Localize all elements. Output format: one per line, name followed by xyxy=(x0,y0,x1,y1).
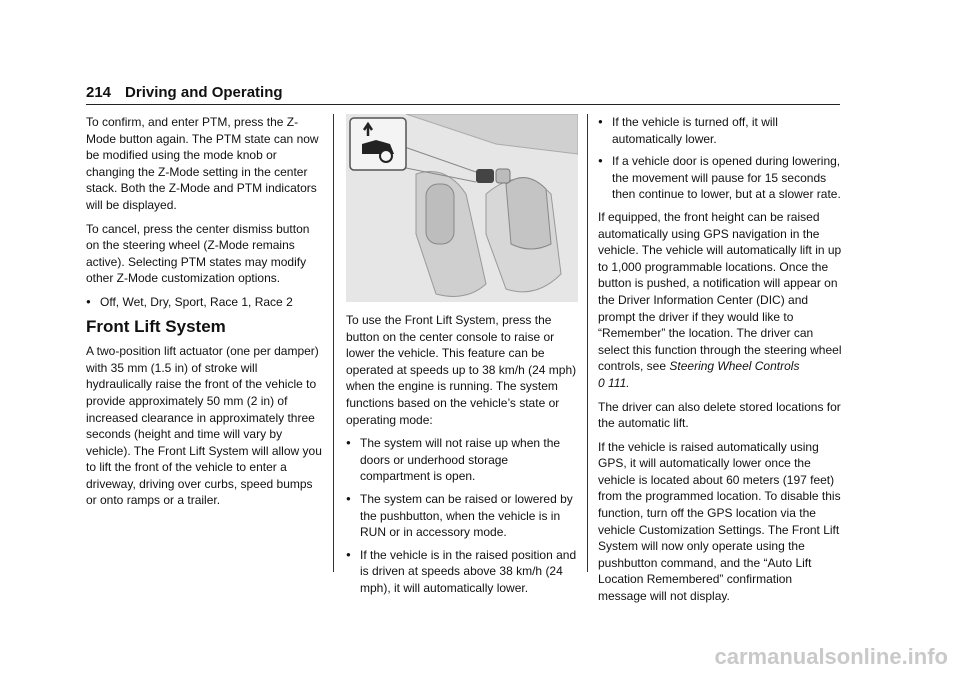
list-item: ● Off, Wet, Dry, Sport, Race 1, Race 2 xyxy=(86,294,322,311)
paragraph-text: If equipped, the front height can be raised automatically using GPS navigation in the vehicle. The vehicle will automatically lift in up to 1,000 programmable locations. Once the button is pushed, a notification will appear on the Driver Information Center (DIC) and prompt the driver if they would like to “Remember” the location. The driver can select this function through the steering wheel controls, see xyxy=(598,209,842,374)
page-number: 214 xyxy=(86,84,112,101)
paragraph: The driver can also delete stored locations for the automatic lift. xyxy=(598,399,841,431)
bullet-list xyxy=(346,435,578,596)
column-3 xyxy=(598,114,844,612)
list-item: ● The system can be raised or lowered by the pushbutton, when the vehicle is in RUN or in accessory mode. xyxy=(346,491,578,541)
paragraph: A two-position lift actuator (one per damper) with 35 mm (1.5 in) of stroke will hydraulically raise the front of the vehicle to provide approximately 50 mm (2 in) of increased clearance in approximately three seconds (height and time will vary by vehicle). The Front Lift System will allow you to lift the front of the vehicle to enter a driveway, driving over curbs, speed bumps or onto ramps or a trailer. xyxy=(86,344,322,508)
page-header xyxy=(86,84,283,101)
paragraph: To use the Front Lift System, press the button on the center console to raise or lower the vehicle. This feature can be operated at speeds up to 38 km/h (24 mph) when the engine is running. The system functions based on the vehicle’s state or operating mode: xyxy=(346,313,577,427)
bullet-list xyxy=(86,294,322,311)
watermark: carmanualsonline.info xyxy=(714,644,948,669)
header-rule xyxy=(86,104,840,105)
paragraph: To cancel, press the center dismiss button on the steering wheel (Z-Mode remains active). Selecting PTM states may modify other Z-Mode customization options. xyxy=(86,221,310,286)
paragraph: If the vehicle is raised automatically using GPS, it will automatically lower once the vehicle is located about 60 meters (197 feet) from the programmed location. To disable this function, turn off the GPS location via the vehicle Customization Settings. The Front Lift System will now only operate using the pushbutton command, and the “Auto Lift Location Remembered” confirmation message will not display. xyxy=(598,439,841,604)
column-divider xyxy=(587,114,588,572)
list-item: ● If the vehicle is turned off, it will automatically lower. xyxy=(598,114,844,147)
section-heading: Front Lift System xyxy=(86,316,226,336)
paragraph: To confirm, and enter PTM, press the Z-Mode button again. The PTM state can now be modified using the mode knob or changing the Z-Mode setting in the center stack. Both the Z-Mode and PTM indicators will be displayed. xyxy=(86,115,319,212)
paragraph xyxy=(598,209,844,392)
front-lift-button-illustration xyxy=(346,114,578,302)
column-2 xyxy=(346,114,578,603)
list-item: ● If a vehicle door is opened during lowering, the movement will pause for 15 seconds then continue to lower, but at a slower rate. xyxy=(598,153,844,203)
cross-reference-link[interactable]: Steering Wheel Controls xyxy=(669,359,800,374)
column-1 xyxy=(86,114,322,516)
page-reference[interactable]: 0 111. xyxy=(598,375,630,390)
list-item: ● If the vehicle is in the raised position and is driven at speeds above 38 km/h (24 mph), it will automatically lower. xyxy=(346,547,578,597)
list-item: ● The system will not raise up when the doors or underhood storage compartment is open. xyxy=(346,435,578,485)
bullet-list xyxy=(598,114,844,203)
section-title: Driving and Operating xyxy=(125,84,283,101)
console-drawing xyxy=(346,114,578,302)
column-divider xyxy=(333,114,334,572)
